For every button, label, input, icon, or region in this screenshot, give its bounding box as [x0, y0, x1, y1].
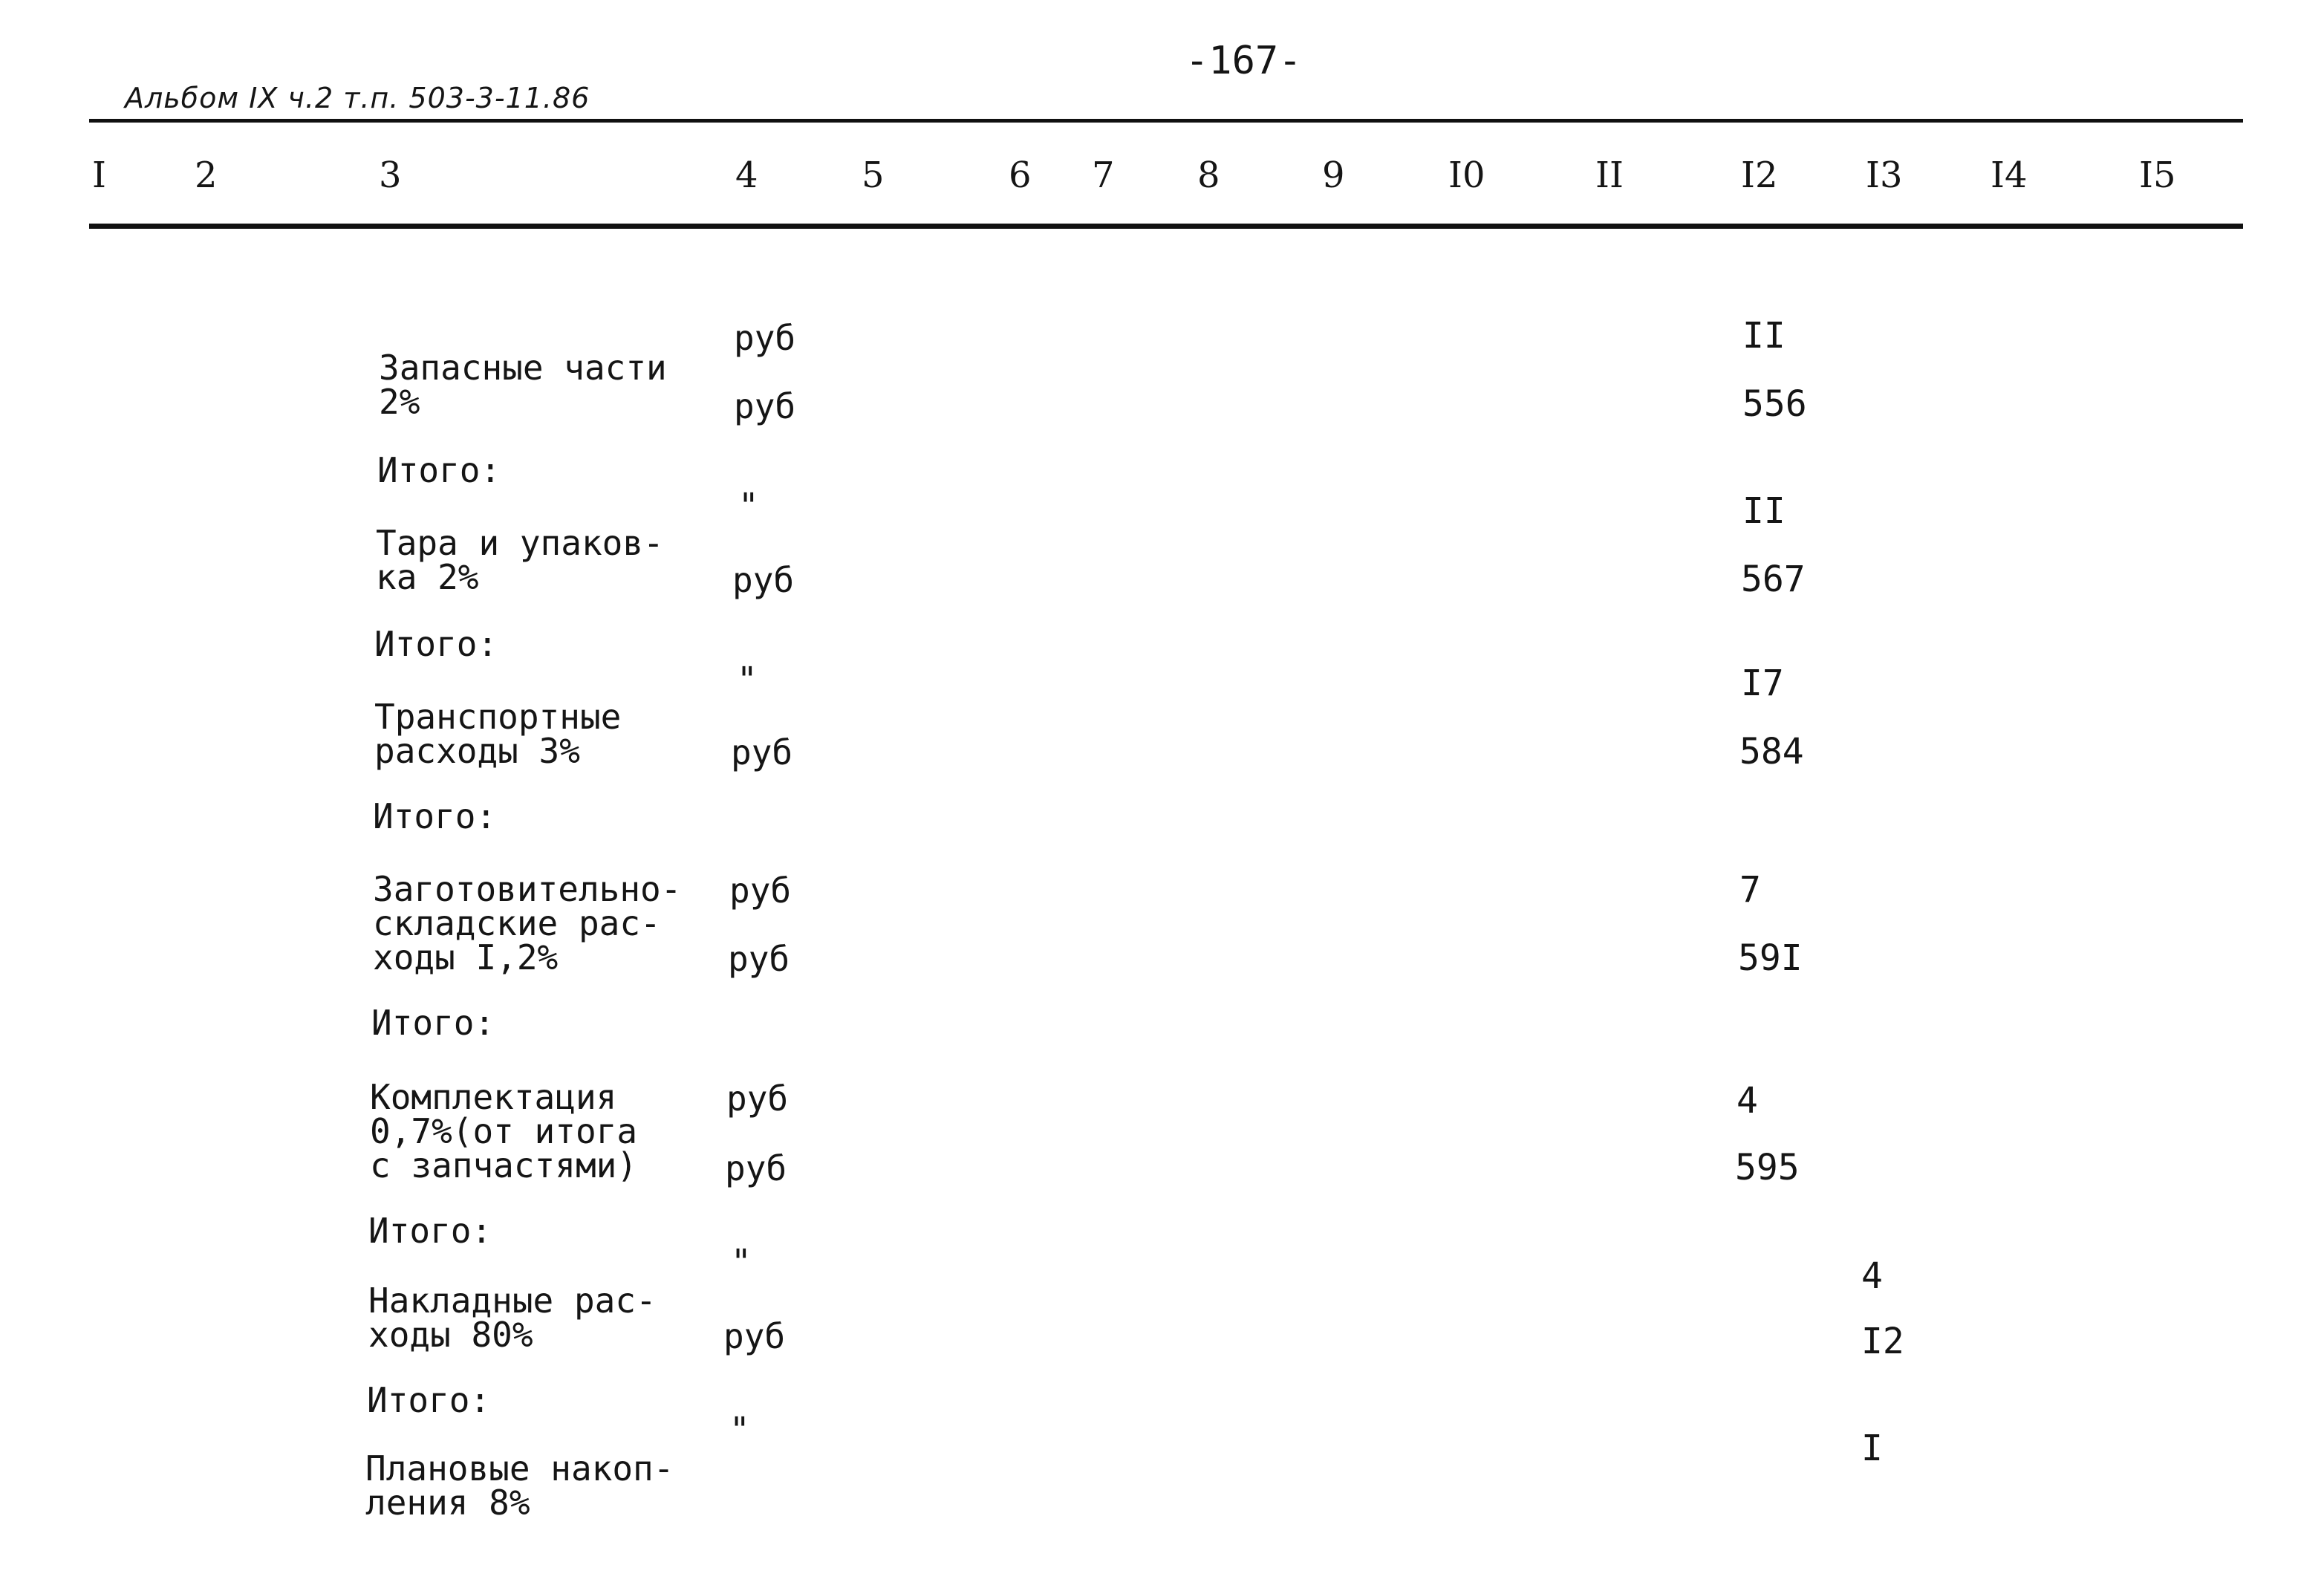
row-description: Накладные рас- ходы 80%	[368, 1281, 657, 1355]
row-description: Итого:	[377, 450, 501, 490]
column-number: 3	[379, 154, 402, 196]
row-unit: "	[731, 1242, 752, 1282]
row-description: Комплектация 0,7%(от итога с запчастями)	[370, 1077, 638, 1185]
column-number: I	[92, 154, 106, 196]
column-number: II	[1595, 154, 1624, 196]
row-value: II	[1742, 315, 1786, 357]
row-description: Итого:	[371, 1003, 495, 1043]
page-number: -167-	[1185, 39, 1302, 83]
row-value: I	[1861, 1428, 1883, 1469]
row-value: I7	[1741, 663, 1784, 704]
column-number: I5	[2139, 154, 2176, 196]
row-value: 59I	[1738, 937, 1803, 979]
column-number: 5	[862, 154, 885, 196]
row-description: Тара и упаков- ка 2%	[376, 523, 664, 597]
column-number: 2	[195, 154, 218, 196]
row-value: 567	[1741, 559, 1806, 600]
row-unit: "	[729, 1410, 750, 1450]
row-value: 584	[1739, 731, 1804, 772]
row-unit: руб	[725, 1148, 787, 1188]
row-value: 7	[1739, 869, 1761, 911]
row-description: Плановые накоп- ления 8%	[365, 1448, 674, 1523]
column-number: 8	[1197, 154, 1220, 196]
row-value: 4	[1861, 1255, 1883, 1297]
row-unit: руб	[732, 560, 795, 600]
row-unit: "	[737, 660, 758, 700]
row-unit: руб	[726, 1078, 789, 1119]
column-number: I4	[1991, 154, 2028, 196]
row-value: I2	[1861, 1321, 1904, 1362]
row-description: Итого:	[368, 1211, 492, 1251]
column-number: 4	[735, 154, 758, 196]
row-description: Заготовительно- складские рас- ходы I,2%	[373, 869, 682, 977]
row-value: II	[1742, 490, 1786, 532]
row-description: Транспортные расходы 3%	[374, 697, 622, 771]
row-value: 4	[1737, 1080, 1758, 1122]
row-unit: руб	[729, 871, 792, 911]
row-description: Итого:	[367, 1380, 491, 1420]
row-description: Запасные части 2%	[379, 348, 667, 422]
row-unit: руб	[734, 318, 796, 358]
column-number: 6	[1009, 154, 1032, 196]
row-unit: руб	[734, 386, 796, 426]
column-number: I3	[1866, 154, 1903, 196]
column-number: I2	[1741, 154, 1778, 196]
row-value: 595	[1735, 1147, 1800, 1188]
album-note: Альбом IX ч.2 т.п. 503-3-11.86	[125, 82, 590, 114]
row-unit: "	[738, 486, 759, 526]
header-rule	[89, 224, 2243, 229]
row-unit: руб	[723, 1316, 786, 1356]
top-rule	[89, 119, 2243, 123]
row-description: Итого:	[373, 796, 497, 836]
row-description: Итого:	[374, 624, 498, 664]
column-number: 9	[1322, 154, 1345, 196]
row-value: 556	[1742, 383, 1807, 425]
column-number: I0	[1448, 154, 1485, 196]
row-unit: руб	[731, 732, 793, 772]
column-number: 7	[1092, 154, 1115, 196]
row-unit: руб	[728, 939, 790, 979]
